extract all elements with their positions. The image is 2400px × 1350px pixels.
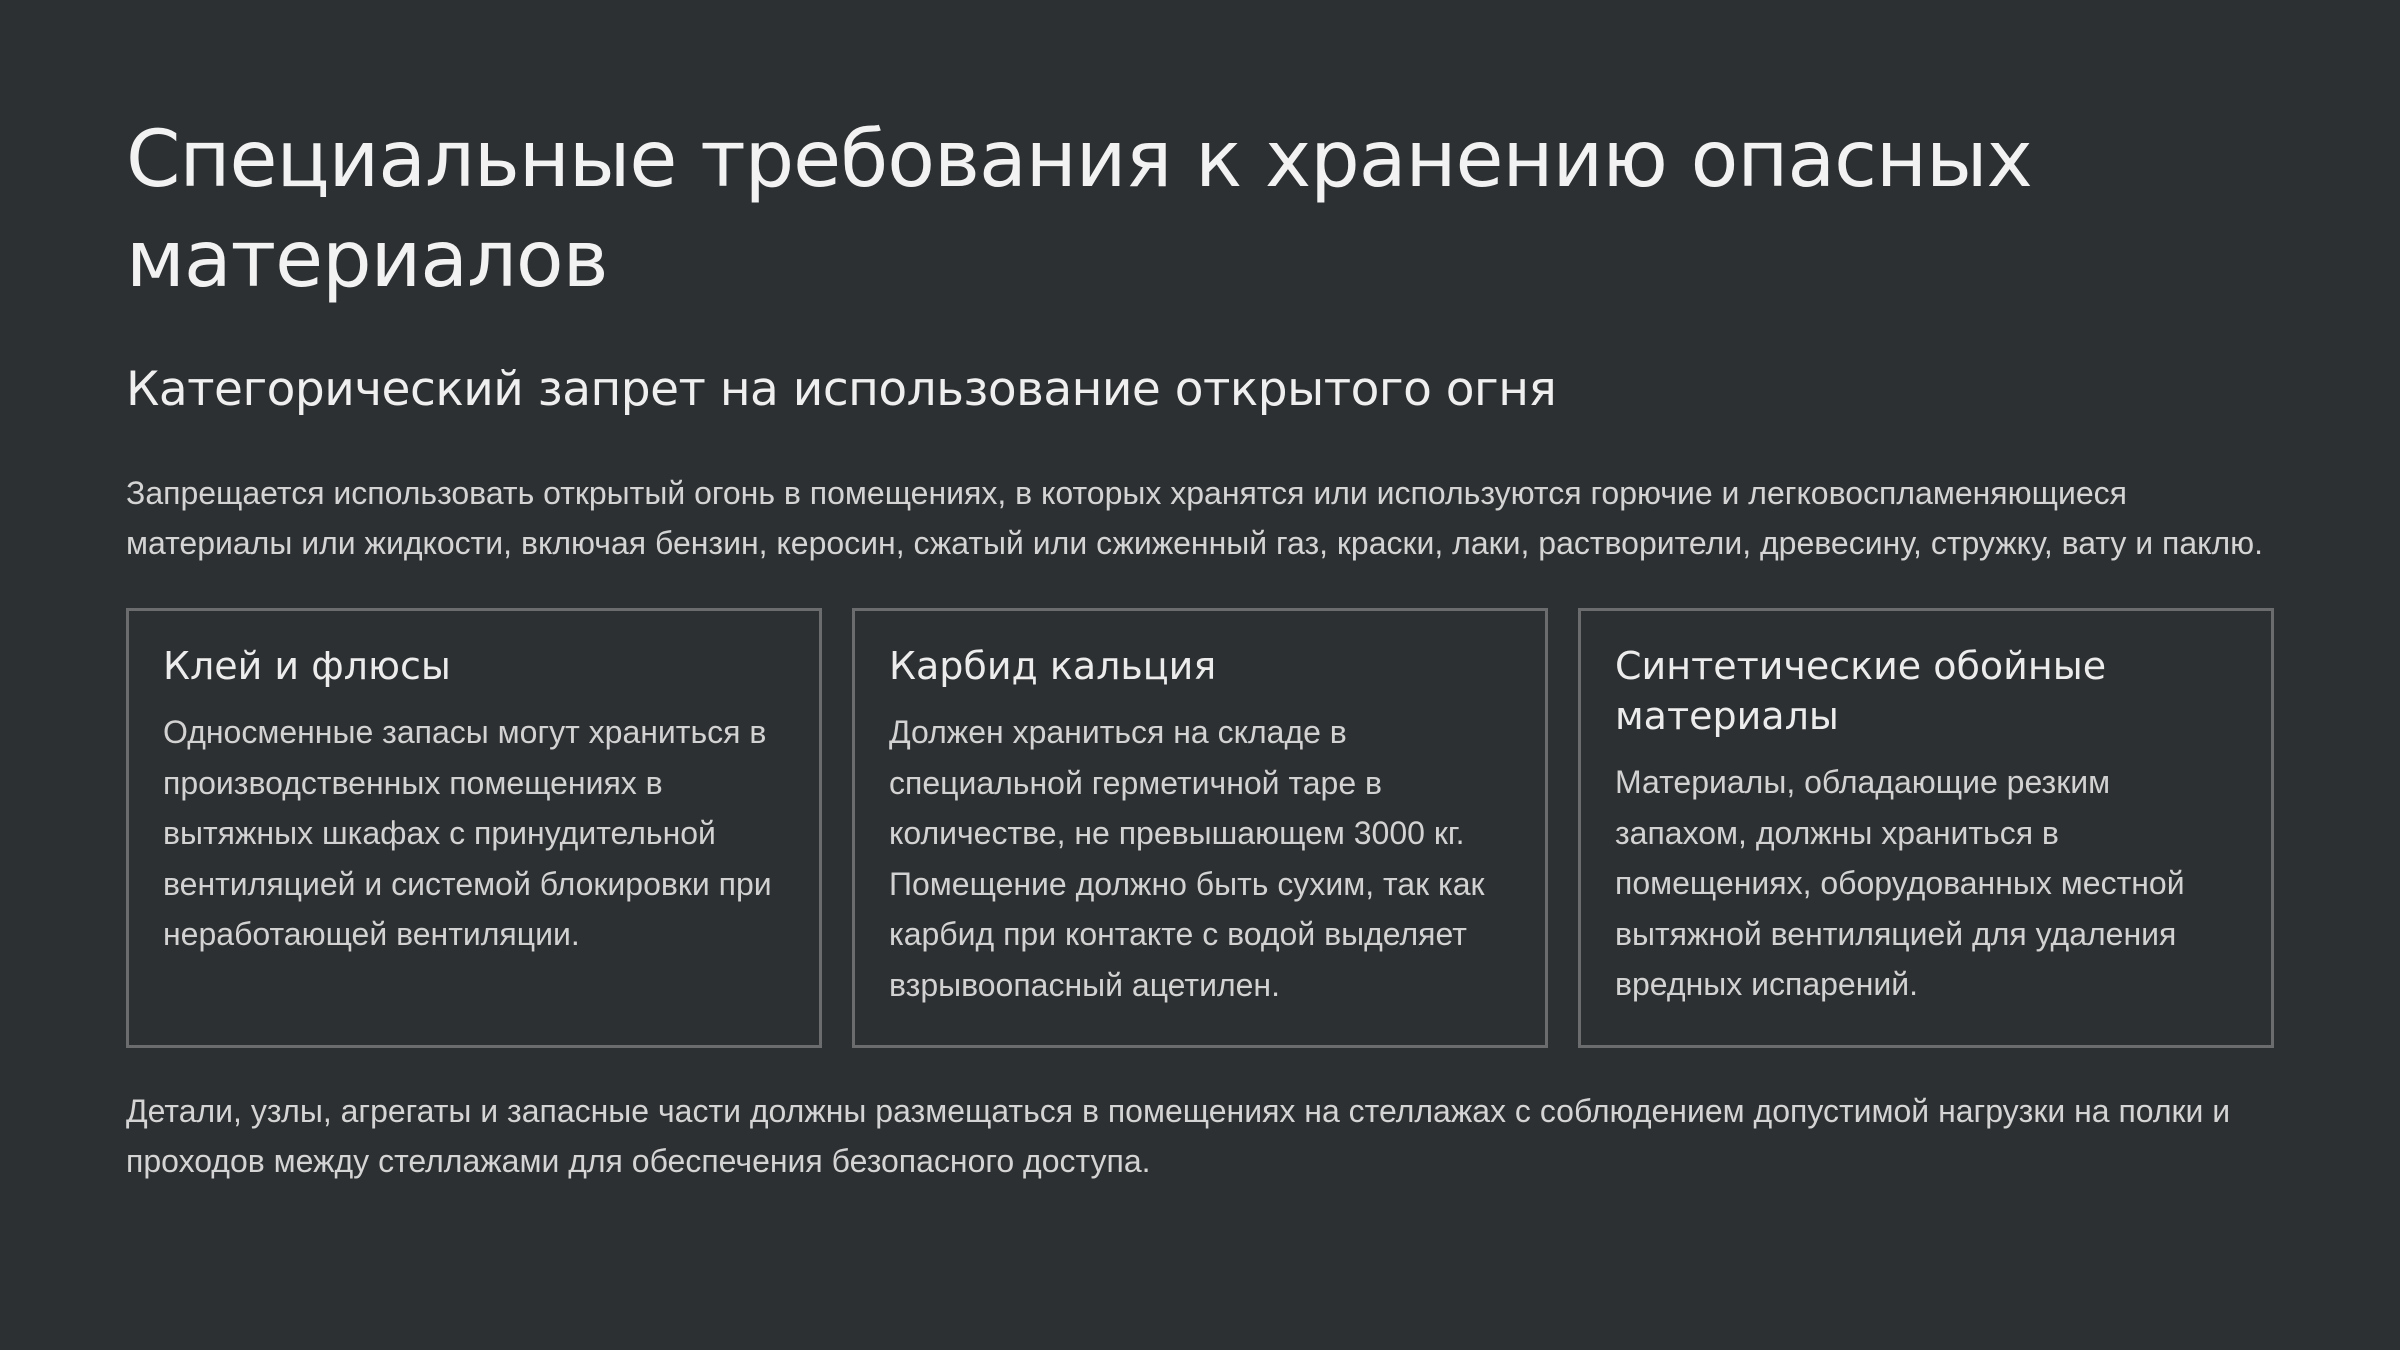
cards-row: [126, 608, 2274, 1048]
card-text: Должен храниться на складе в специальной герметичной таре в количестве, не превышающем 3000 кг. Помещение должно быть сухим, так как карбид при контакте с водой выделяет взрывоопасный ацетилен.: [889, 714, 1485, 1003]
card-calcium-carbide: [852, 608, 1548, 1048]
slide: [126, 110, 2274, 1186]
intro-paragraph: Запрещается использовать открытый огонь в помещениях, в которых хранятся или используются горючие и легковоспламеняющиеся материалы или жидкости, включая бензин, керосин, сжатый или сжиженный газ, краски, лаки, растворители, древесину, стружку, вату и паклю.: [126, 475, 2264, 561]
footer-paragraph: Детали, узлы, агрегаты и запасные части должны размещаться в помещениях на стеллажах с соблюдением допустимой нагрузки на полки и проходов между стеллажами для обеспечения безопасного доступа.: [126, 1093, 2231, 1179]
card-synthetic-wallpaper: [1578, 608, 2274, 1048]
card-text: Материалы, обладающие резким запахом, должны храниться в помещениях, оборудованных местной вытяжной вентиляцией для удаления вредных испарений.: [1615, 764, 2185, 1002]
card-text: Односменные запасы могут храниться в производственных помещениях в вытяжных шкафах с принудительной вентиляцией и системой блокировки при неработающей вентиляции.: [163, 714, 772, 952]
section-subtitle: Категорический запрет на использование открытого огня: [126, 362, 1557, 417]
card-glue-flux: [126, 608, 822, 1048]
card-title: Карбид кальция: [889, 644, 1217, 688]
card-title: Клей и флюсы: [163, 644, 451, 688]
page-title: Специальные требования к хранению опасных материалов: [126, 115, 2032, 305]
card-title: Синтетические обойные материалы: [1615, 644, 2107, 738]
